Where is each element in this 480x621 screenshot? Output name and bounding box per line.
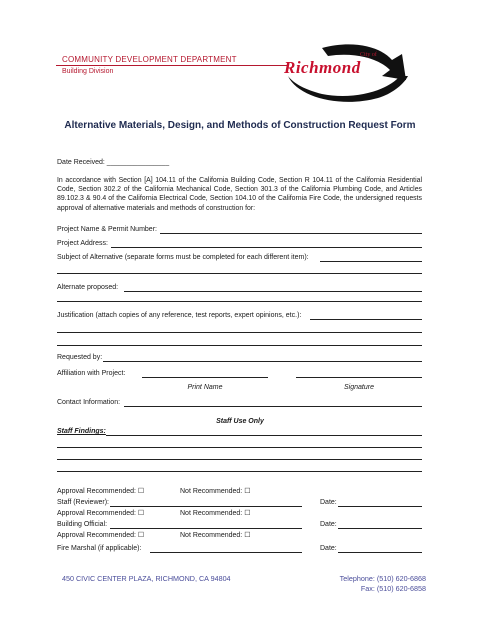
reviewer-not-recommended-checkbox[interactable]: Not Recommended: ☐ bbox=[180, 488, 251, 495]
staff-reviewer-date-input[interactable] bbox=[338, 506, 422, 507]
reviewer-approval-recommended-checkbox[interactable]: Approval Recommended: ☐ bbox=[57, 488, 145, 495]
contact-information-label: Contact Information: bbox=[57, 399, 121, 406]
date-received-field[interactable]: Date Received: ________________ bbox=[57, 159, 170, 166]
staff-use-only-heading: Staff Use Only bbox=[216, 418, 264, 425]
fire-marshal-signature-input[interactable] bbox=[150, 552, 302, 553]
staff-findings-input-line-4[interactable] bbox=[57, 471, 422, 472]
alternate-proposed-input-line-2[interactable] bbox=[57, 301, 422, 302]
justification-input[interactable] bbox=[310, 319, 422, 320]
requested-by-input[interactable] bbox=[103, 361, 422, 362]
header-divider bbox=[56, 65, 288, 66]
logo-city-of: City of bbox=[360, 52, 377, 58]
building-official-signature-input[interactable] bbox=[110, 528, 302, 529]
staff-reviewer-date-label: Date: bbox=[320, 499, 337, 506]
affiliation-signature-input[interactable] bbox=[296, 377, 422, 378]
logo-richmond: Richmond bbox=[284, 58, 361, 77]
fire-marshal-date-input[interactable] bbox=[338, 552, 422, 553]
justification-input-line-2[interactable] bbox=[57, 332, 422, 333]
affiliation-print-name-input[interactable] bbox=[142, 377, 268, 378]
contact-information-input[interactable] bbox=[124, 406, 422, 407]
project-name-input[interactable] bbox=[160, 233, 422, 234]
marshal-approval-recommended-checkbox[interactable]: Approval Recommended: ☐ bbox=[57, 532, 145, 539]
marshal-not-recommended-checkbox[interactable]: Not Recommended: ☐ bbox=[180, 532, 251, 539]
staff-reviewer-signature-input[interactable] bbox=[110, 506, 302, 507]
staff-findings-input[interactable] bbox=[106, 435, 422, 436]
alternate-proposed-label: Alternate proposed: bbox=[57, 284, 119, 291]
subject-input-line-2[interactable] bbox=[57, 273, 422, 274]
staff-findings-label: Staff Findings: bbox=[57, 428, 106, 435]
fire-marshal-label: Fire Marshal (if applicable): bbox=[57, 545, 142, 552]
official-not-recommended-checkbox[interactable]: Not Recommended: ☐ bbox=[180, 510, 251, 517]
form-title: Alternative Materials, Design, and Methods of Construction Request Form bbox=[64, 120, 416, 131]
staff-reviewer-label: Staff (Reviewer): bbox=[57, 499, 109, 506]
requested-by-label: Requested by: bbox=[57, 354, 103, 361]
division-name: Building Division bbox=[62, 68, 114, 75]
staff-findings-input-line-3[interactable] bbox=[57, 459, 422, 460]
alternate-proposed-input[interactable] bbox=[124, 291, 422, 292]
city-logo bbox=[282, 40, 416, 110]
subject-label: Subject of Alternative (separate forms must be completed for each different item): bbox=[57, 254, 309, 261]
signature-caption: Signature bbox=[344, 384, 374, 391]
official-approval-recommended-checkbox[interactable]: Approval Recommended: ☐ bbox=[57, 510, 145, 517]
footer-address: 450 CIVIC CENTER PLAZA, RICHMOND, CA 94804 bbox=[62, 574, 231, 583]
project-address-label: Project Address: bbox=[57, 240, 108, 247]
staff-findings-input-line-2[interactable] bbox=[57, 447, 422, 448]
footer-fax: Fax: (510) 620-6858 bbox=[360, 584, 426, 593]
building-official-label: Building Official: bbox=[57, 521, 108, 528]
print-name-caption: Print Name bbox=[187, 384, 223, 391]
building-official-date-input[interactable] bbox=[338, 528, 422, 529]
project-address-input[interactable] bbox=[111, 247, 422, 248]
fire-marshal-date-label: Date: bbox=[320, 545, 337, 552]
building-official-date-label: Date: bbox=[320, 521, 337, 528]
affiliation-label: Affiliation with Project: bbox=[57, 370, 126, 377]
footer-telephone: Telephone: (510) 620-6868 bbox=[339, 574, 426, 583]
justification-label: Justification (attach copies of any reference, test reports, expert opinions, etc.): bbox=[57, 312, 302, 319]
subject-input[interactable] bbox=[320, 261, 422, 262]
department-name: COMMUNITY DEVELOPMENT DEPARTMENT bbox=[62, 55, 237, 64]
project-name-label: Project Name & Permit Number: bbox=[57, 226, 157, 233]
justification-input-line-3[interactable] bbox=[57, 345, 422, 346]
intro-paragraph: In accordance with Section [A] 104.11 of the California Building Code, Section R 104.11 of the California Residential Code, Section 302.2 of the California Mechanical Code, Section 301.3 of the California Plumbing Code, and Articles 89.102.3 & 90.4 of the California Electrical Code, Section 104.10 of the California Fire Code, the undersigned requests approval of alternative materials and methods of construction for: bbox=[57, 177, 422, 212]
